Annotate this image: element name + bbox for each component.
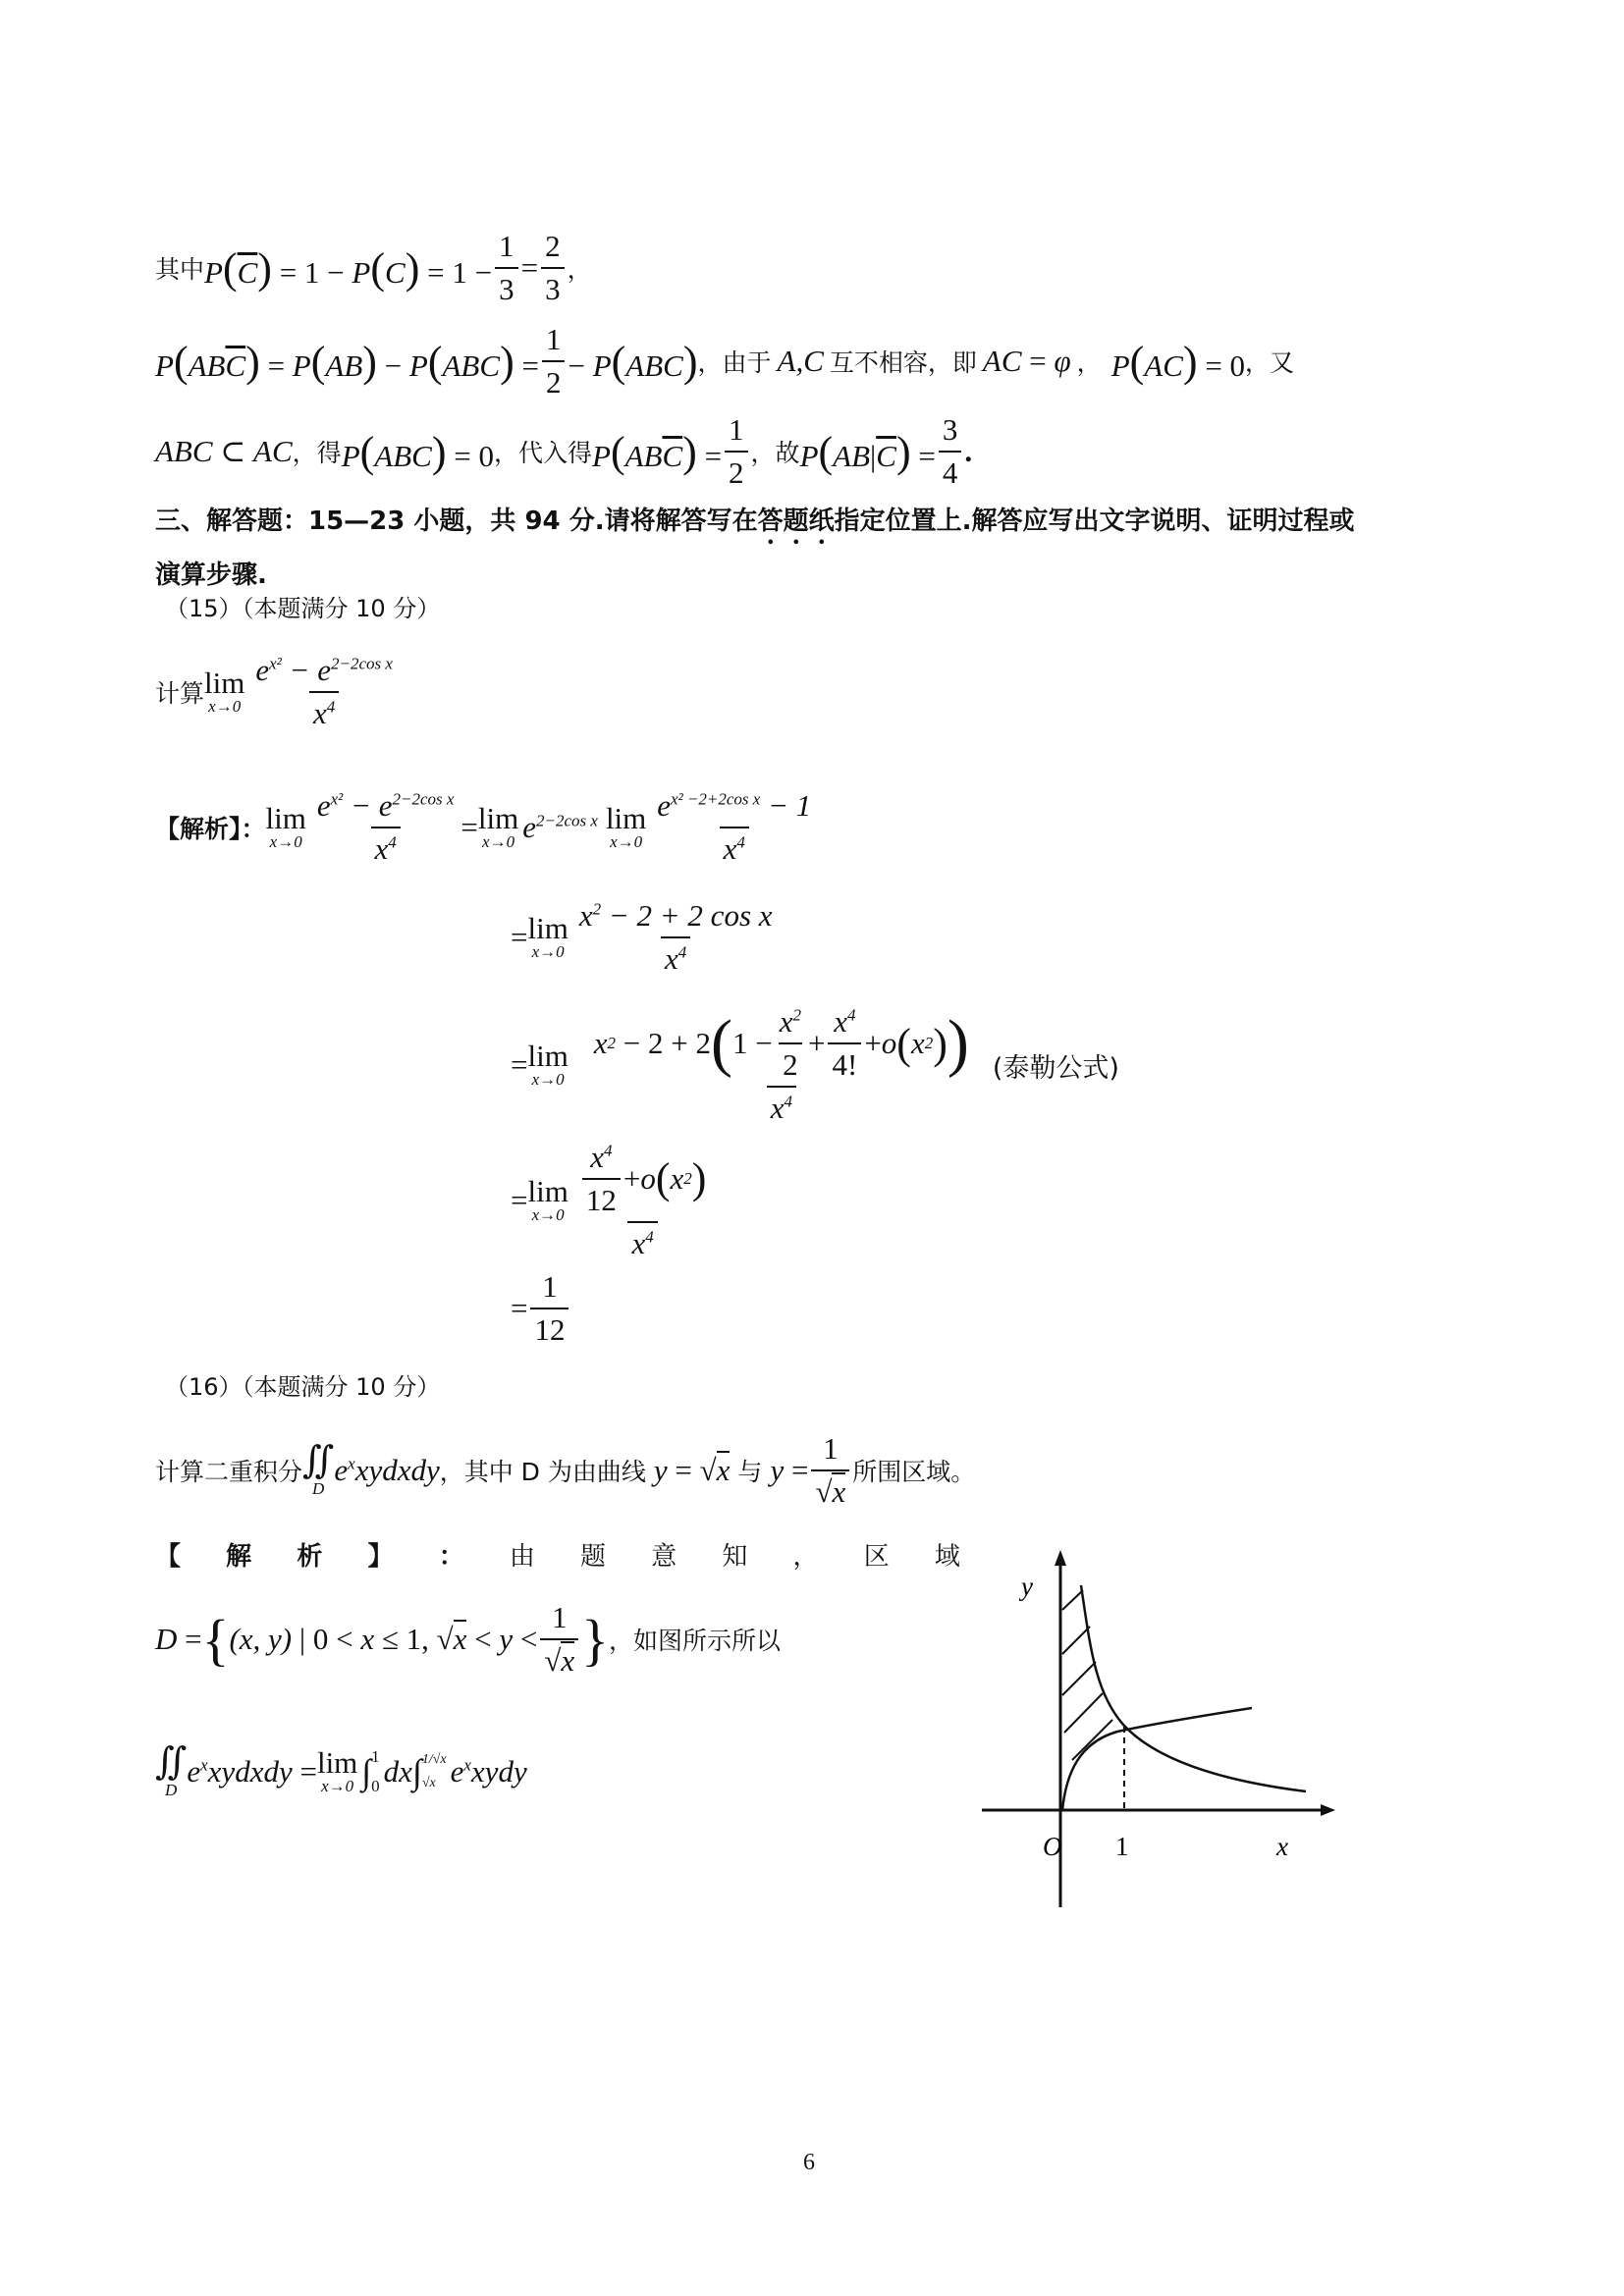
region-definition: D = { (x, y) | 0 < x ≤ 1, √x < y < $\frac{1}{√x}$ } ，如图所示所以 [155, 1600, 782, 1678]
tick-label-1: 1 [1115, 1832, 1129, 1861]
formula-complement: $P(\overline{C}) = 1 - P(C) = 1$ − [204, 243, 493, 293]
line-abc-prob: $P(AB\overline{C}) = P(AB) - P(ABC)$ = $\frac{1}{2}$ − P(ABC) ，由于 A,C 互不相容，即 AC = φ ， P(AC) = 0 ，又 [155, 322, 1295, 400]
q15-header: （15）（本题满分 10 分） [165, 595, 441, 622]
formula-p-ab-cbar: $P(AB\overline{C}) = P(AB) - P(ABC)$ = [155, 337, 539, 386]
curve-sqrt [1062, 1708, 1252, 1810]
text-prefix: 其中 [155, 255, 205, 284]
q15-step-3: = lim x→0 x 2 − 2 + 2 ( 1 − $\frac{x^2}{2}$ + $\frac{x^4}{4!}$ + o ( x 2 ) ) $x^4$ (泰勒公式) [511, 1004, 1119, 1125]
q16-prompt: 计算二重积分 ∬ D $e^xxydxdy$ ，其中 D 为由曲线 y = √x 与 y = $\frac{1}{√x}$ 所围区域。 [155, 1430, 976, 1509]
fraction-two-thirds: $\frac{2}{3}$ [541, 229, 565, 307]
double-integral-sign: ∬ D [302, 1439, 335, 1498]
q15-step-4: = lim x→0 $\frac{x^4}{12}$ + o ( x 2 ) $x^4$ [511, 1139, 707, 1260]
y-axis-label: y [1021, 1572, 1033, 1601]
q15-result: = $\frac{1}{12}$ [511, 1261, 571, 1355]
q15-fraction: $\frac{e^{x^2} - e^{2-2cos x}}{x^4}$ [255, 653, 393, 730]
fraction-three-quarters: $\frac{3}{4}$ [939, 412, 962, 491]
integral-expansion: ∬ D $e^xxydxdy$ = lim x→0 ∫ 1 0 dx ∫ 1/√x √x $e^xxydy$ [155, 1741, 527, 1799]
section-title: 三、解答题：15—23 小题，共 94 分.请将解答写在答题纸指定位置上.解答应写出文字说明、证明过程或 演算步骤. [155, 507, 1355, 590]
line-complement-prob: 其中 $P(\overline{C}) = 1 - P(C) = 1$ − $\frac{1}{3}$ = $\frac{2}{3}$ ， [155, 229, 592, 306]
page-number: 6 [803, 2150, 815, 2175]
q15-step-1: 【解析】： lim x→0 $\frac{e^{x^2} - e^{2-2cos x}}{x^4}$ = lim x→0 $e^{2-2cos x}$ lim x→0 $\frac{e^{x^2 -2+2cos x} - 1}{x^4}$ [155, 787, 812, 866]
taylor-note: (泰勒公式) [992, 1052, 1119, 1084]
fraction-one-third: $\frac{1}{3}$ [495, 229, 518, 307]
line-conclusion: ABC ⊂ AC ，得 P(ABC) = 0 ，代入得 $P(AB\overline{C})$ = $\frac{1}{2}$ ，故 $P(AB|\overline{C})$ = $\frac{3}{4}$ . [155, 412, 973, 490]
hatching [1062, 1590, 1112, 1760]
region-figure [972, 1536, 1355, 1909]
curve-reciprocal-sqrt [1081, 1585, 1306, 1791]
q16-analysis-label: 【 解 析 】 ： 由 题 意 知 ， 区 域 [155, 1542, 960, 1572]
fraction-one-half: $\frac{1}{2}$ [542, 322, 566, 400]
limit-operator: lim x→0 [204, 666, 245, 717]
origin-label: O [1043, 1832, 1062, 1861]
x-axis-label: x [1276, 1832, 1288, 1861]
q15-prompt: 计算 lim x→0 $\frac{e^{x^2} - e^{2-2cos x}}{x^4}$ [155, 643, 400, 741]
q15-step-2: = lim x→0 $\frac{x^2 - 2 + 2 \cos x}{x^4}$ [511, 898, 773, 976]
q16-header: （16）（本题满分 10 分） [165, 1373, 441, 1401]
